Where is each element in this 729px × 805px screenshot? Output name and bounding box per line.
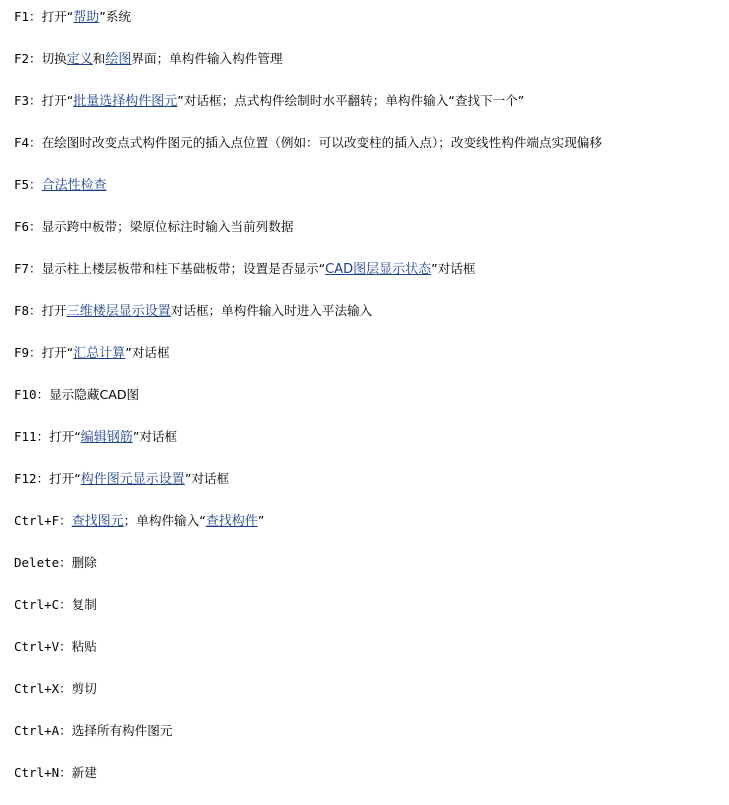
shortcut-description: 界面；单构件输入构件管理	[131, 51, 283, 66]
shortcut-row	[14, 7, 726, 49]
shortcut-row	[14, 133, 726, 175]
shortcut-description: 显示柱上楼层板带和柱下基础板带；设置是否显示“	[41, 261, 326, 276]
shortcut-key: Delete：	[14, 555, 72, 570]
shortcut-description: 打开“	[49, 471, 81, 486]
help-link[interactable]: 定义	[66, 52, 93, 67]
shortcut-description: ”	[257, 513, 265, 528]
shortcut-key: F4：	[14, 135, 42, 150]
shortcut-key: Ctrl+X：	[14, 681, 72, 696]
shortcut-row	[14, 385, 726, 427]
shortcut-description: 新建	[71, 765, 97, 780]
help-link[interactable]: CAD图层显示状态	[325, 262, 432, 277]
help-link[interactable]: 查找图元	[71, 514, 124, 529]
shortcut-key: F1：	[14, 9, 42, 24]
shortcut-key: F12：	[14, 471, 50, 486]
shortcut-description: 打开	[41, 303, 67, 318]
shortcut-key: Ctrl+V：	[14, 639, 72, 654]
shortcut-row	[14, 763, 726, 805]
help-link[interactable]: 构件图元显示设置	[80, 472, 185, 487]
shortcut-key: F6：	[14, 219, 42, 234]
shortcut-description: 在绘图时改变点式构件图元的插入点位置（例如：可以改变柱的插入点）；改变线性构件端点实现偏移	[41, 135, 602, 150]
shortcut-key: Ctrl+F：	[14, 513, 72, 528]
shortcut-key: Ctrl+N：	[14, 765, 72, 780]
help-link[interactable]: 绘图	[105, 52, 132, 67]
shortcut-row	[14, 469, 726, 511]
shortcut-description: 剪切	[71, 681, 97, 696]
help-link[interactable]: 合法性检查	[41, 178, 107, 193]
shortcut-key: Ctrl+C：	[14, 597, 72, 612]
shortcut-description: ”系统	[99, 9, 132, 24]
shortcut-description: ”对话框	[125, 345, 170, 360]
shortcut-row	[14, 595, 726, 637]
shortcut-description: 复制	[71, 597, 97, 612]
shortcut-row	[14, 91, 726, 133]
shortcut-description: 切换	[41, 51, 67, 66]
shortcut-row	[14, 343, 726, 385]
shortcut-row	[14, 217, 726, 259]
shortcut-key: F2：	[14, 51, 42, 66]
shortcut-key: F8：	[14, 303, 42, 318]
shortcut-row	[14, 259, 726, 301]
shortcut-key: F9：	[14, 345, 42, 360]
shortcut-description: 显示隐藏CAD图	[49, 387, 140, 402]
shortcut-description: 显示跨中板带；梁原位标注时输入当前列数据	[41, 219, 294, 234]
help-link[interactable]: 三维楼层显示设置	[66, 304, 171, 319]
shortcut-description: 打开“	[41, 345, 74, 360]
shortcut-key: F11：	[14, 429, 50, 444]
shortcut-key: F7：	[14, 261, 42, 276]
shortcut-row	[14, 427, 726, 469]
shortcut-row	[14, 721, 726, 763]
shortcut-description: 和	[92, 51, 106, 66]
shortcut-description: ”对话框	[132, 429, 178, 444]
shortcut-key: F3：	[14, 93, 42, 108]
shortcut-row	[14, 679, 726, 721]
shortcut-description: 对话框；单构件输入时进入平法输入	[170, 303, 373, 318]
shortcut-description: ”对话框	[184, 471, 230, 486]
shortcut-row	[14, 301, 726, 343]
shortcut-key: F10：	[14, 387, 50, 402]
shortcut-description: 选择所有构件图元	[71, 723, 173, 738]
shortcut-key: F5：	[14, 177, 42, 192]
help-link[interactable]: 编辑钢筋	[80, 430, 133, 445]
shortcut-description: 打开“	[49, 429, 81, 444]
shortcut-description: 打开“	[41, 93, 74, 108]
shortcut-description: ；单构件输入“	[123, 513, 206, 528]
shortcut-row	[14, 511, 726, 553]
shortcut-description: 粘贴	[71, 639, 97, 654]
shortcut-row	[14, 553, 726, 595]
shortcut-description: 打开“	[41, 9, 74, 24]
shortcut-description: ”对话框	[431, 261, 476, 276]
help-link[interactable]: 帮助	[73, 10, 100, 25]
shortcut-row	[14, 637, 726, 679]
shortcut-row	[14, 49, 726, 91]
shortcut-list	[14, 7, 726, 805]
shortcut-description: ”对话框；点式构件绘制时水平翻转；单构件输入“查找下一个”	[177, 93, 525, 108]
shortcut-description: 删除	[71, 555, 97, 570]
help-link[interactable]: 汇总计算	[73, 346, 126, 361]
help-link[interactable]: 查找构件	[205, 514, 258, 529]
shortcut-key: Ctrl+A：	[14, 723, 72, 738]
shortcut-row	[14, 175, 726, 217]
help-link[interactable]: 批量选择构件图元	[73, 94, 178, 109]
